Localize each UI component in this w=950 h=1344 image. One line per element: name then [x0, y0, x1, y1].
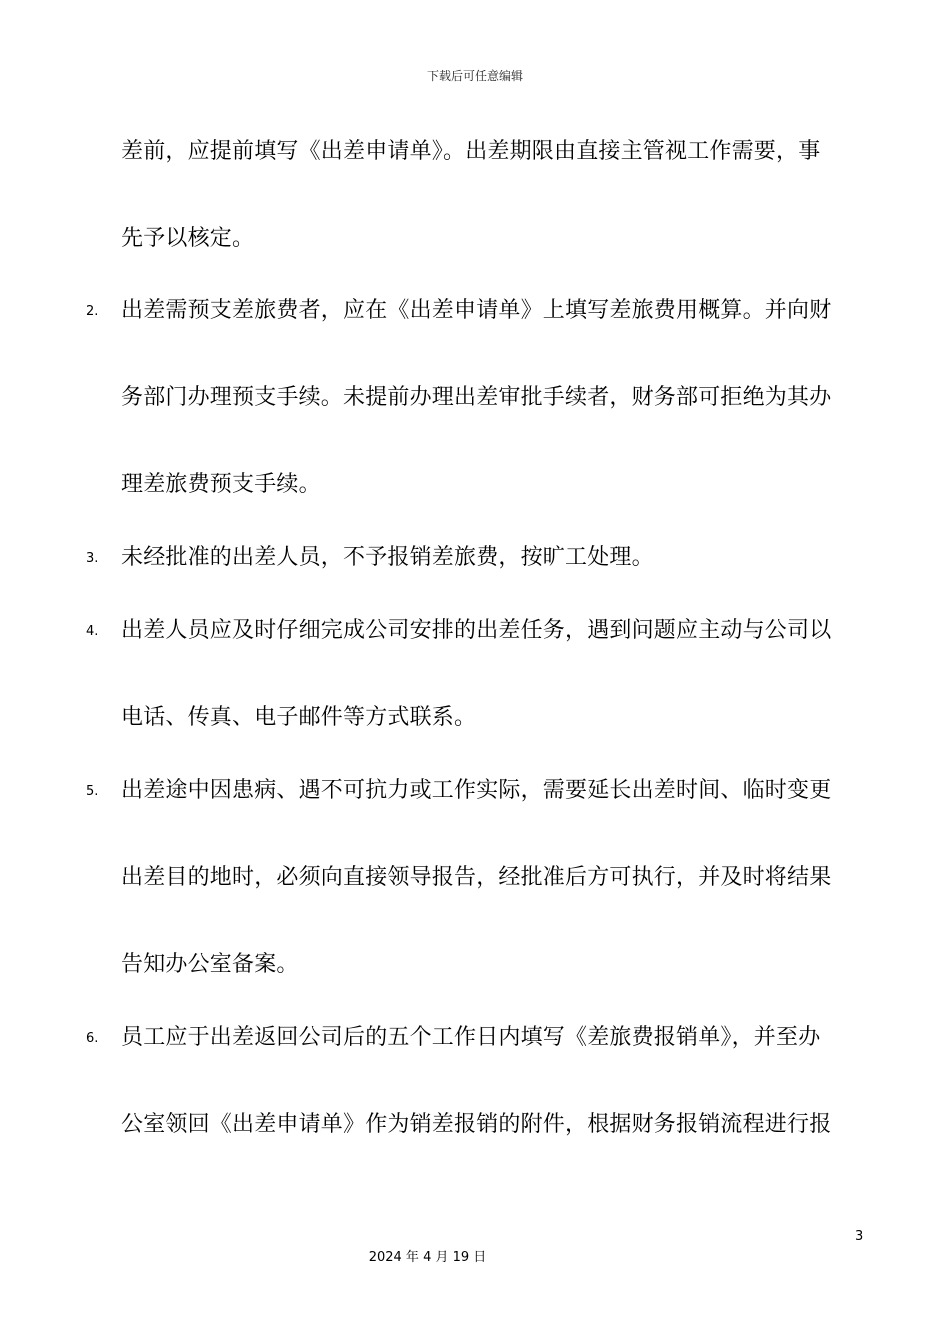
paragraph-line: 公室领回《出差申请单》作为销差报销的附件，根据财务报销流程进行报 — [121, 1112, 832, 1137]
list-number: 3. — [86, 551, 99, 566]
paragraph-line: 务部门办理预支手续。未提前办理出差审批手续者，财务部可拒绝为其办 — [121, 385, 832, 410]
paragraph-line: 出差需预支差旅费者，应在《出差申请单》上填写差旅费用概算。并向财 — [121, 298, 832, 323]
paragraph-line: 未经批准的出差人员，不予报销差旅费，按旷工处理。 — [121, 545, 654, 570]
paragraph-line: 出差人员应及时仔细完成公司安排的出差任务，遇到问题应主动与公司以 — [121, 618, 832, 643]
footer-date: 2024 年 4 月 19 日 — [368, 1250, 487, 1265]
paragraph-line: 告知办公室备案。 — [121, 952, 299, 977]
paragraph-line: 差前，应提前填写《出差申请单》。出差期限由直接主管视工作需要，事 — [121, 139, 821, 164]
page-number: 3 — [855, 1229, 864, 1244]
page-header: 下载后可任意编辑 — [426, 69, 523, 83]
list-number: 5. — [86, 784, 99, 799]
paragraph-line: 员工应于出差返回公司后的五个工作日内填写《差旅费报销单》，并至办 — [121, 1025, 821, 1050]
paragraph-line: 理差旅费预支手续。 — [121, 472, 321, 497]
list-number: 2. — [86, 304, 99, 319]
paragraph-line: 电话、传真、电子邮件等方式联系。 — [121, 705, 477, 730]
paragraph-line: 出差目的地时，必须向直接领导报告，经批准后方可执行，并及时将结果 — [121, 865, 832, 890]
paragraph-line: 先予以核定。 — [121, 226, 255, 251]
list-number: 6. — [86, 1031, 99, 1046]
paragraph-line: 出差途中因患病、遇不可抗力或工作实际，需要延长出差时间、临时变更 — [121, 778, 832, 803]
list-number: 4. — [86, 624, 99, 639]
